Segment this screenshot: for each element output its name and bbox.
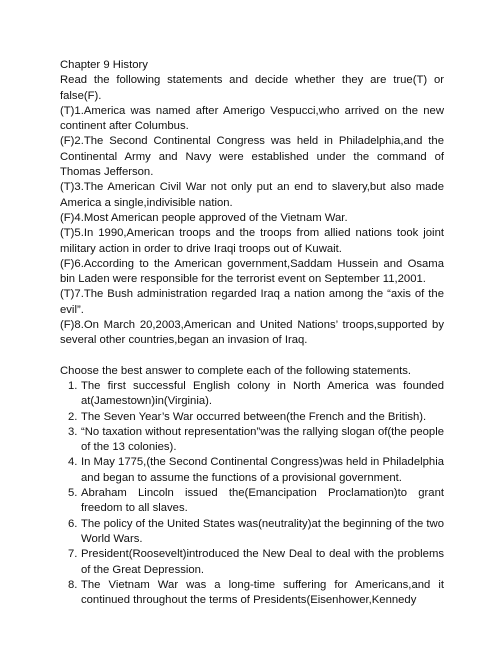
mc-item-text: The Vietnam War was a long-time suffering for Americans,and it continued throughout the terms of Presidents(Eisenhower,Kennedy [81,578,444,607]
tf-item-7: (T)7.The Bush administration regarded Iraq a nation among the “axis of the evil”. [60,288,444,316]
mc-item-text: In May 1775,(the Second Continental Congress)was held in Philadelphia and began to assume the functions of a provisional government. [81,456,444,484]
mc-item-2 [60,410,444,425]
mc-item-number: 4. [68,456,78,469]
chapter-title: Chapter 9 History [60,59,148,71]
multiple-choice-instructions: Choose the best answer to complete each of the following statements. [60,364,412,377]
mc-item-text: The first successful English colony in North America was founded at(Jamestown)in(Virginia). [81,379,444,408]
mc-item-number: 2. [68,410,78,423]
mc-item-number: 1. [68,379,78,392]
tf-item-8: (F)8.On March 20,2003,American and United Nations’ troops,supported by several other countries,began an invasion of Iraq. [60,319,444,347]
mc-item-3 [60,425,444,456]
mc-item-text: “No taxation without representation”was the rallying slogan of(the people of the 13 colonies). [81,425,444,454]
mc-list [60,379,444,608]
tf-item-6: (F)6.According to the American government,Saddam Hussein and Osama bin Laden were responsible for the terrorist event on September 11,2001. [60,257,444,286]
mc-item-number: 5. [68,487,78,500]
mc-item-6 [60,517,444,548]
tf-item-3: (T)3.The American Civil War not only put an end to slavery,but also made America a single,indivisible nation. [60,181,444,209]
mc-item-4 [60,455,444,486]
mc-item-1 [60,379,444,410]
mc-item-number: 8. [68,578,78,591]
tf-item-1: (T)1.America was named after Amerigo Vespucci,who arrived on the new continent after Columbus. [60,104,444,133]
mc-item-text: Abraham Lincoln issued the(Emancipation Proclamation)to grant freedom to all slaves. [81,487,444,515]
tf-item-5: (T)5.In 1990,American troops and the troops from allied nations took joint military action in order to drive Iraqi troops out of Kuwait. [60,227,444,255]
mc-item-5 [60,486,444,517]
mc-item-8 [60,578,444,609]
tf-item-4: (F)4.Most American people approved of the Vietnam War. [60,211,348,224]
mc-item-number: 3. [68,425,78,438]
mc-item-text: The policy of the United States was(neutrality)at the beginning of the two World Wars. [81,517,444,545]
true-false-instructions: Read the following statements and decide whether they are true(T) or false(F). [60,74,444,102]
document-page [60,58,444,608]
mc-item-7 [60,547,444,578]
section-spacer [60,349,444,364]
mc-item-number: 6. [68,517,78,530]
mc-item-text: President(Roosevelt)introduced the New Deal to deal with the problems of the Great Depression. [81,548,444,576]
tf-item-2: (F)2.The Second Continental Congress was held in Philadelphia,and the Continental Army and Navy were established under the command of Thomas Jefferson. [60,135,444,179]
mc-item-number: 7. [68,548,78,561]
mc-item-text: The Seven Year’s War occurred between(the French and the British). [81,410,427,423]
